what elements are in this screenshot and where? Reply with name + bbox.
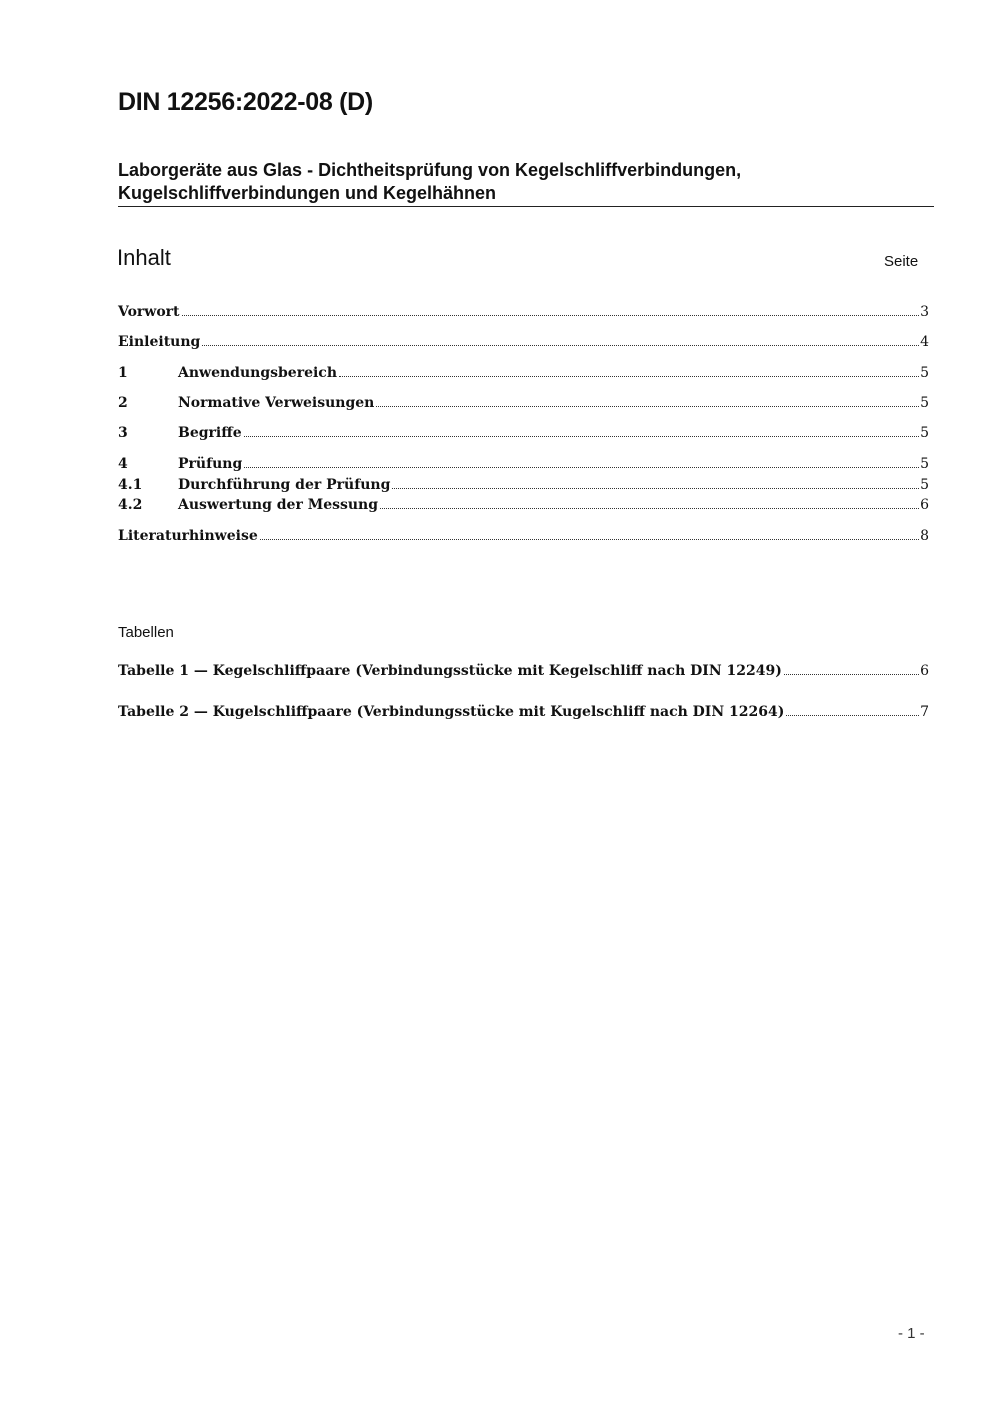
- dot-leader: [376, 406, 919, 407]
- toc-entry-text: Einleitung: [118, 334, 201, 350]
- toc-entry-einleitung[interactable]: [118, 333, 929, 351]
- table-entry-1[interactable]: [118, 662, 929, 680]
- dot-leader: [784, 674, 919, 675]
- toc-entry-number: 2: [118, 395, 128, 411]
- toc-entry-page: 6: [920, 497, 929, 513]
- toc-entry-text: Auswertung der Messung: [178, 497, 379, 513]
- toc-entry-text: Durchführung der Prüfung: [178, 477, 391, 493]
- toc-entry-page: 4: [920, 334, 929, 350]
- toc-entry-page: 5: [920, 395, 929, 411]
- dot-leader: [380, 508, 919, 509]
- page-column-label: Seite: [884, 253, 919, 270]
- document-subtitle: Laborgeräte aus Glas - Dichtheitsprüfung von Kegelschliffverbindungen, Kugelschliffverbindungen und Kegelhähnen: [118, 160, 742, 203]
- toc-entry-text: Literaturhinweise: [118, 528, 258, 544]
- toc-entry-auswertung[interactable]: [118, 496, 929, 514]
- toc-entry-page: 8: [920, 528, 929, 544]
- toc-entry-number: 4.2: [118, 497, 143, 513]
- page-number: - 1 -: [898, 1325, 925, 1342]
- toc-entry-page: 5: [920, 477, 929, 493]
- toc-entry-literaturhinweise[interactable]: [118, 527, 929, 545]
- dot-leader: [202, 345, 919, 346]
- toc-entry-begriffe[interactable]: [118, 424, 929, 442]
- toc-entry-page: 5: [920, 456, 929, 472]
- dot-leader: [786, 715, 919, 716]
- dot-leader: [339, 376, 919, 377]
- title-divider: [118, 206, 934, 207]
- toc-entry-number: 1: [118, 365, 128, 381]
- toc-entry-vorwort[interactable]: [118, 303, 929, 321]
- tables-heading: Tabellen: [118, 624, 174, 641]
- table-entry-text: Tabelle 2 — Kugelschliffpaare (Verbindungsstücke mit Kugelschliff nach DIN 12264): [118, 704, 785, 720]
- table-entry-2[interactable]: [118, 703, 929, 721]
- toc-entry-text: Vorwort: [118, 304, 180, 320]
- toc-entry-normative-verweisungen[interactable]: [118, 394, 929, 412]
- toc-heading: Inhalt: [117, 245, 171, 270]
- table-entry-page: 6: [920, 663, 929, 679]
- toc-entry-anwendungsbereich[interactable]: [118, 364, 929, 382]
- table-entry-text: Tabelle 1 — Kegelschliffpaare (Verbindungsstücke mit Kegelschliff nach DIN 12249): [118, 663, 782, 679]
- toc-entry-page: 5: [920, 425, 929, 441]
- dot-leader: [244, 436, 919, 437]
- table-entry-page: 7: [920, 704, 929, 720]
- dot-leader: [392, 488, 919, 489]
- toc-entry-text: Normative Verweisungen: [178, 395, 375, 411]
- toc-entry-text: Prüfung: [178, 456, 243, 472]
- toc-entry-number: 4.1: [118, 477, 143, 493]
- toc-entry-durchfuehrung[interactable]: [118, 476, 929, 494]
- toc-entry-number: 3: [118, 425, 128, 441]
- toc-entry-page: 3: [920, 304, 929, 320]
- toc-entry-number: 4: [118, 456, 128, 472]
- toc-entry-page: 5: [920, 365, 929, 381]
- dot-leader: [182, 315, 920, 316]
- toc-entry-text: Anwendungsbereich: [178, 365, 337, 381]
- toc-entry-text: Begriffe: [178, 425, 242, 441]
- toc-entry-pruefung[interactable]: [118, 455, 929, 473]
- dot-leader: [260, 539, 919, 540]
- dot-leader: [244, 467, 919, 468]
- document-title: DIN 12256:2022-08 (D): [118, 88, 373, 116]
